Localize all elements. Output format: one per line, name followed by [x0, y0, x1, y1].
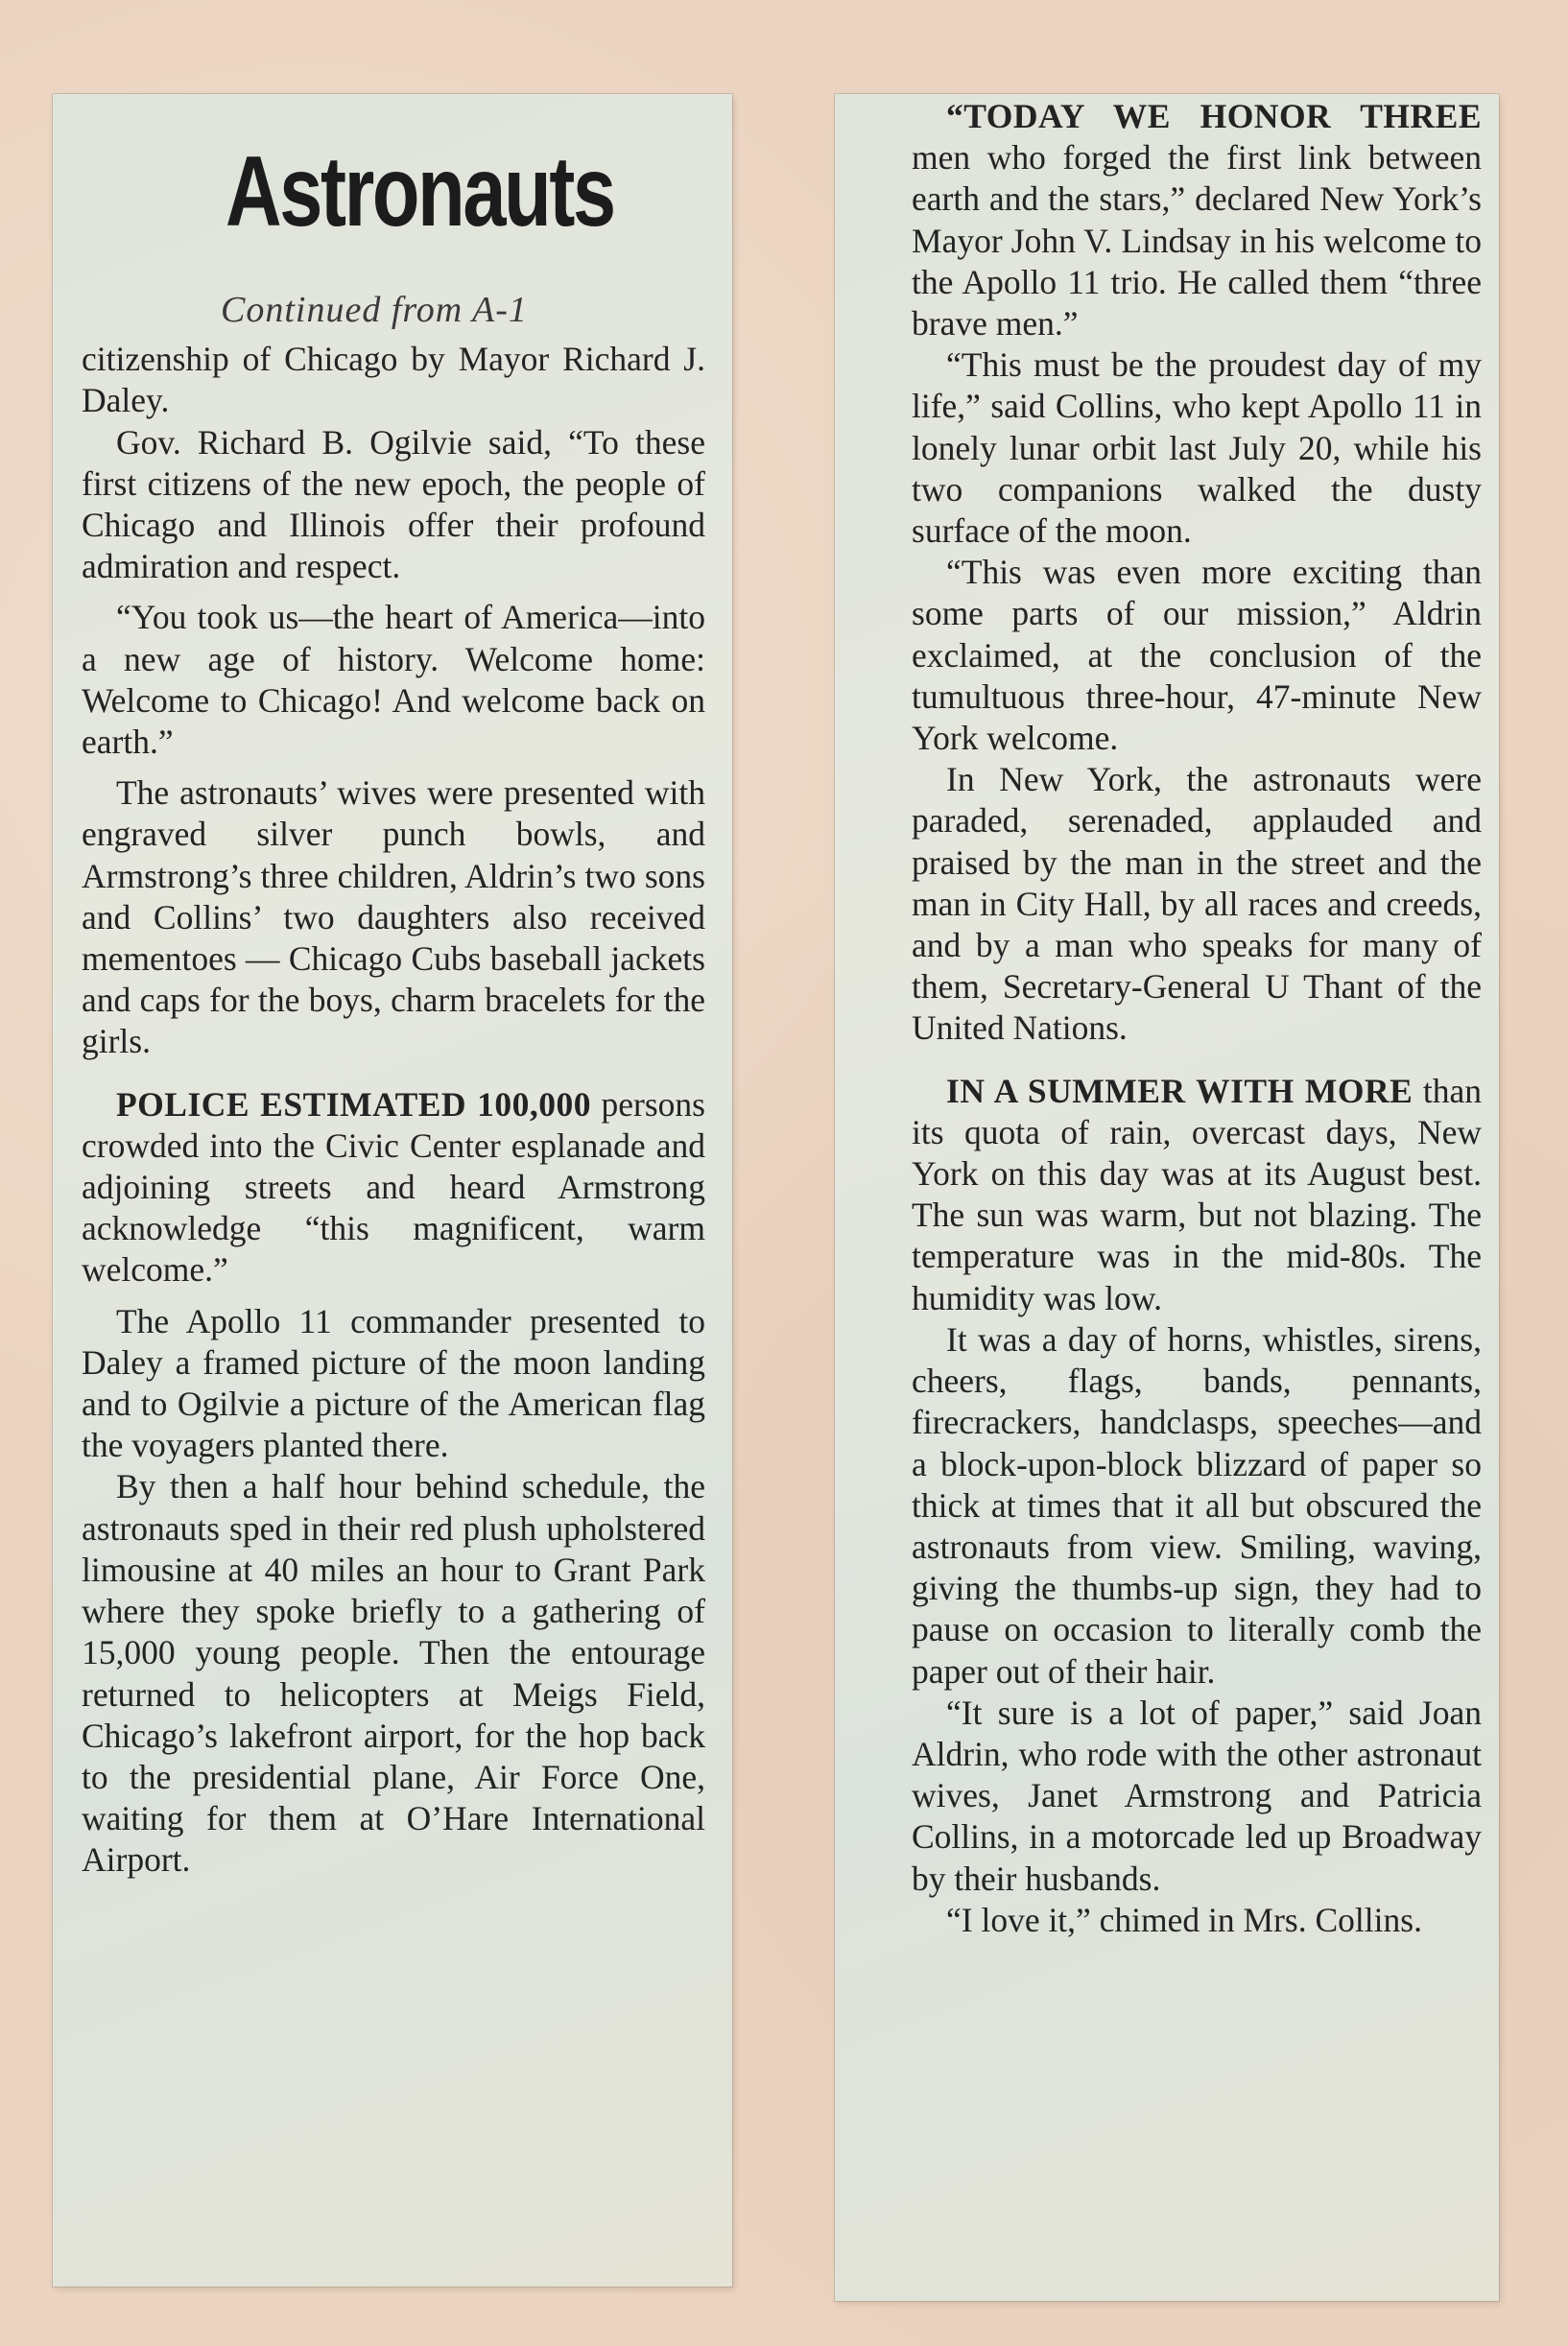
- paragraph: In New York, the astronauts were paraded, serenaded, applauded and praised by the man in the street and the man in City Hall, by all races and creeds, and by a man who speaks for many of them, Secretary-General U Thant of the United Nations.: [912, 760, 1482, 1048]
- paragraph: “This must be the proudest day of my life,” said Collins, who kept Apollo 11 in lonely lunar orbit last July 20, while his two companions walked the dusty surface of the moon.: [912, 345, 1482, 551]
- section-paragraph: [82, 1084, 705, 1291]
- left-column: [82, 134, 705, 1882]
- right-column: [912, 96, 1482, 1941]
- section-text: than its quota of rain, overcast days, New York on this day was at its August best. The sun was warm, but not blazing. The temperature was in the mid-80s. The humidity was low.: [912, 1071, 1483, 1317]
- section-lead: “TODAY WE HONOR THREE: [946, 97, 1482, 135]
- section-lead: IN A SUMMER WITH MORE: [946, 1071, 1414, 1110]
- section-lead: POLICE ESTIMATED 100,000: [116, 1084, 591, 1124]
- paragraph: “This was even more exciting than some parts of our mission,” Aldrin exclaimed, at the conclusion of the tumultuous three-hour, 47-minute New York welcome.: [912, 553, 1482, 758]
- paragraph: The astronauts’ wives were presented with engraved silver punch bowls, and Armstrong’s three children, Aldrin’s two sons and Collins’ two daughters also received mementoes — Chicago Cubs baseball jackets and caps for the boys, charm bracelets for the girls.: [82, 773, 705, 1061]
- paragraph: The Apollo 11 commander presented to Daley a framed picture of the moon landing and to Ogilvie a picture of the American flag the voyagers planted there.: [82, 1301, 705, 1465]
- section-paragraph: [912, 1071, 1482, 1319]
- section-text: men who forged the first link between earth and the stars,” declared New York’s Mayor John V. Lindsay in his welcome to the Apollo 11 trio. He called them “three brave men.”: [912, 138, 1482, 344]
- paragraph: citizenship of Chicago by Mayor Richard J. Daley.: [82, 340, 705, 420]
- continued-line: Continued from A-1: [221, 290, 528, 330]
- paragraph: “It sure is a lot of paper,” said Joan Aldrin, who rode with the other astronaut wives, Janet Armstrong and Patricia Collins, in a motorcade led up Broadway by their husbands.: [912, 1693, 1482, 1898]
- paragraph: By then a half hour behind schedule, the astronauts sped in their red plush upholstered limousine at 40 miles an hour to Grant Park where they spoke briefly to a gathering of 15,000 young people. Then the entourage returned to helicopters at Meigs Field, Chicago’s lakefront airport, for the hop back to the presidential plane, Air Force One, waiting for them at O’Hare International Airport.: [82, 1467, 705, 1880]
- section-text: persons crowded into the Civic Center esplanade and adjoining streets and heard Armstrong acknowledge “this magnificent, warm welcome.”: [82, 1084, 705, 1290]
- section-paragraph: [912, 96, 1482, 344]
- headline: Astronauts: [226, 136, 614, 248]
- paragraph: “I love it,” chimed in Mrs. Collins.: [946, 1900, 1422, 1939]
- paragraph: It was a day of horns, whistles, sirens, cheers, flags, bands, pennants, firecrackers, handclasps, speeches—and a block-upon-block blizzard of paper so thick at times that it all but obscured the astronauts from view. Smiling, waving, giving the thumbs-up sign, they had to pause on occasion to literally comb the paper out of their hair.: [912, 1319, 1482, 1691]
- paragraph: Gov. Richard B. Ogilvie said, “To these first citizens of the new epoch, the people of Chicago and Illinois offer their profound admiration and respect.: [82, 422, 705, 586]
- paragraph: “You took us—the heart of America—into a new age of history. Welcome home: Welcome to Chicago! And welcome back on earth.”: [82, 598, 705, 762]
